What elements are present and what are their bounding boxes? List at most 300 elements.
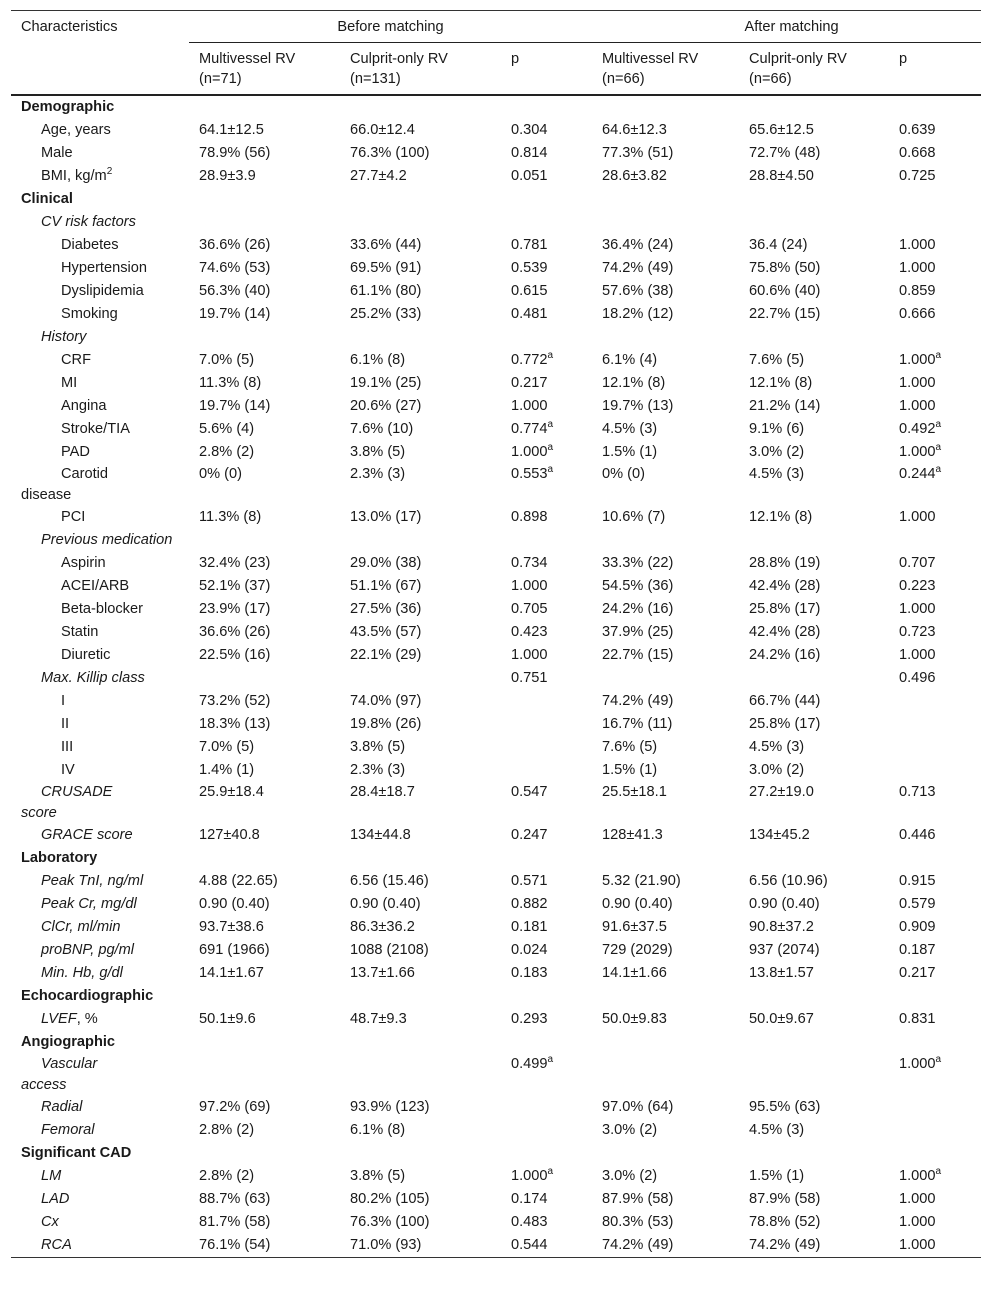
row-value: 0.174 [511,1191,548,1207]
row-value: 72.7% (48) [749,145,821,161]
row-value: 87.9% (58) [602,1191,674,1207]
row-value: 73.2% (52) [199,693,271,709]
row-value: 52.1% (37) [199,578,271,594]
section-row [11,847,981,870]
row-value: 71.0% (93) [350,1237,422,1253]
row-value: 10.6% (7) [602,509,666,525]
row-value: 42.4% (28) [749,578,821,594]
row-value [739,529,889,552]
row-value: 3.8% (5) [350,1168,406,1184]
row-value: 97.0% (64) [602,1099,674,1115]
row-value: 65.6±12.5 [749,122,814,138]
row-value: 1.000 [899,398,936,414]
section-row [11,95,981,119]
row-value: 2.3% (3) [350,762,406,778]
row-label: GRACE score [41,827,133,843]
row-value: 1.000$^a$ [511,442,554,460]
row-value: 0.247 [511,827,548,843]
row-value: 28.4±18.7 [350,784,415,800]
row-value [501,1119,592,1142]
row-value: 90.8±37.2 [749,919,814,935]
row-label: Vascular access [21,1056,98,1093]
row-value: 76.1% (54) [199,1237,271,1253]
row-value: 76.3% (100) [350,1214,430,1230]
row-value: 0.492$^a$ [899,419,942,437]
row-value: 3.8% (5) [350,444,406,460]
row-label: I [61,693,66,709]
row-label: Aspirin [61,555,106,571]
row-value: 0.705 [511,601,548,617]
table-row [11,667,981,690]
row-value: 22.1% (29) [350,647,422,663]
row-value: 1.000 [511,578,548,594]
row-value: 1.000 [511,398,548,414]
table-row [11,119,981,142]
row-value: 1.000 [899,1214,936,1230]
row-value [189,188,340,211]
row-value: 4.5% (3) [602,421,658,437]
header-col: Culprit-only RV (n=131) [340,43,501,96]
row-value: 0.217 [899,965,936,981]
row-value [889,188,981,211]
row-value: 27.5% (36) [350,601,422,617]
row-value: 1.000 [899,1191,936,1207]
table-row [11,464,981,506]
row-value: 134±45.2 [749,827,810,843]
row-value: 74.6% (53) [199,260,271,276]
row-value: 0.446 [899,827,936,843]
row-value [592,529,739,552]
row-label: Carotid disease [21,466,109,503]
row-value: 13.8±1.57 [749,965,814,981]
row-value: 6.1% (8) [350,352,406,368]
row-label: CV risk factors [41,214,136,230]
row-value [501,690,592,713]
row-value: 7.6% (5) [602,739,658,755]
table-row [11,870,981,893]
row-value: 0.571 [511,873,548,889]
row-value [189,1031,340,1054]
row-value: 66.7% (44) [749,693,821,709]
row-value [592,847,739,870]
row-value: 1.5% (1) [749,1168,805,1184]
row-label: Peak TnI, ng/ml [41,873,144,889]
row-value: 24.2% (16) [602,601,674,617]
row-value: 5.32 (21.90) [602,873,681,889]
row-value [889,690,981,713]
row-value: 729 (2029) [602,942,673,958]
row-value: 64.6±12.3 [602,122,667,138]
row-value: 14.1±1.67 [199,965,264,981]
row-value: 64.1±12.5 [199,122,264,138]
row-value [340,529,501,552]
row-value [189,1142,340,1165]
header-col: Multivessel RV (n=71) [189,43,340,96]
section-row [11,188,981,211]
row-value: 48.7±9.3 [350,1011,407,1027]
row-label: History [41,329,87,345]
row-value: 60.6% (40) [749,283,821,299]
row-value [189,326,340,349]
row-value: 12.1% (8) [749,375,813,391]
row-value [501,1096,592,1119]
row-value [340,1054,501,1096]
row-value: 25.9±18.4 [199,784,264,800]
row-label: LM [41,1168,62,1184]
row-label: II [61,716,70,732]
row-value [889,326,981,349]
table-body [11,95,981,1258]
table-row [11,824,981,847]
row-value: 86.3±36.2 [350,919,415,935]
row-value: 12.1% (8) [749,509,813,525]
header-col: p [501,43,592,96]
row-value: 80.3% (53) [602,1214,674,1230]
row-value: 1.000 [899,647,936,663]
row-value: 25.2% (33) [350,306,422,322]
header-after-matching: After matching [592,11,981,43]
row-value [592,326,739,349]
row-value: 51.1% (67) [350,578,422,594]
section-row [11,1142,981,1165]
row-value [340,188,501,211]
row-value: 24.2% (16) [749,647,821,663]
table-row [11,690,981,713]
row-value: 0.831 [899,1011,936,1027]
table-row [11,280,981,303]
row-label: IV [61,762,75,778]
table-row [11,418,981,441]
row-label: ClCr, ml/min [41,919,121,935]
row-label: PAD [61,444,90,460]
row-value: 1.000 [899,375,936,391]
row-value [501,1142,592,1165]
row-value [739,985,889,1008]
table-row [11,575,981,598]
row-value: 0.90 (0.40) [350,896,421,912]
row-label: Angina [61,398,107,414]
row-value: 6.1% (4) [602,352,658,368]
table-row [11,782,981,824]
row-value [739,1031,889,1054]
row-value [739,847,889,870]
row-value: 0.181 [511,919,548,935]
row-value: 0.499$^a$ [511,1054,554,1072]
row-value: 66.0±12.4 [350,122,415,138]
row-value [592,95,739,119]
row-value [501,188,592,211]
row-value: 0.772$^a$ [511,350,554,368]
table-row [11,303,981,326]
row-value: 78.9% (56) [199,145,271,161]
table-row [11,736,981,759]
table-row [11,142,981,165]
row-value: 97.2% (69) [199,1099,271,1115]
row-value: 1.000 [899,601,936,617]
row-value [340,985,501,1008]
row-label: Radial [41,1099,83,1115]
row-value [189,1054,340,1096]
row-value: 1.5% (1) [602,762,658,778]
row-label: Previous medication [41,532,173,548]
row-value: 0.539 [511,260,548,276]
row-label: MI [61,375,78,391]
row-value: 11.3% (8) [199,375,262,391]
row-value: 7.0% (5) [199,352,255,368]
row-value: 2.8% (2) [199,444,255,460]
row-value [340,1031,501,1054]
row-value: 1.000$^a$ [899,350,942,368]
row-value: 27.2±19.0 [749,784,814,800]
row-value [739,667,889,690]
row-value: 0.859 [899,283,936,299]
row-value [739,211,889,234]
row-value: 21.2% (14) [749,398,821,414]
row-value [889,847,981,870]
row-value [592,1142,739,1165]
row-value: 691 (1966) [199,942,270,958]
row-value: 1.000$^a$ [899,442,942,460]
row-value: 0.639 [899,122,936,138]
row-value: 29.0% (38) [350,555,422,571]
row-value: 19.1% (25) [350,375,422,391]
header-col: p [889,43,981,96]
row-value: 1.000 [899,509,936,525]
row-value: 2.8% (2) [199,1122,255,1138]
row-value [592,985,739,1008]
row-value: 36.4 (24) [749,237,808,253]
row-value [189,985,340,1008]
row-value: 0.547 [511,784,548,800]
row-value: 7.6% (10) [350,421,414,437]
row-value [889,211,981,234]
table-container [11,10,981,1258]
header-col: Multivessel RV (n=66) [592,43,739,96]
row-value: 3.0% (2) [602,1122,658,1138]
row-value: 0.579 [899,896,936,912]
row-value: 0.774$^a$ [511,419,554,437]
row-value [592,188,739,211]
row-label: Significant CAD [21,1145,132,1161]
table-row [11,326,981,349]
table-row [11,529,981,552]
row-value: 6.1% (8) [350,1122,406,1138]
row-value [501,326,592,349]
row-value [889,529,981,552]
row-value: 7.6% (5) [749,352,805,368]
row-value [189,667,340,690]
table-row [11,506,981,529]
row-value: 13.0% (17) [350,509,422,525]
row-value: 19.8% (26) [350,716,422,732]
table-row [11,552,981,575]
row-value: 1.000$^a$ [899,1166,942,1184]
row-value: 14.1±1.66 [602,965,667,981]
row-value: 0% (0) [602,466,645,482]
row-value [889,1119,981,1142]
row-value: 4.5% (3) [749,739,805,755]
row-value: 0.814 [511,145,548,161]
row-label: CRUSADE score [21,784,113,821]
row-label: CRF [61,352,91,368]
row-value: 0.481 [511,306,548,322]
row-value: 0.544 [511,1237,548,1253]
row-value: 23.9% (17) [199,601,271,617]
row-value: 1.4% (1) [199,762,255,778]
row-value: 74.2% (49) [602,693,674,709]
row-label: LVEF, % [41,1011,98,1027]
row-label: Beta-blocker [61,601,143,617]
row-value [889,736,981,759]
row-value: 0.223 [899,578,936,594]
row-value: 937 (2074) [749,942,820,958]
row-label: LAD [41,1191,70,1207]
row-value: 0.707 [899,555,936,571]
row-value: 22.7% (15) [602,647,674,663]
table-row [11,1234,981,1258]
row-value: 4.88 (22.65) [199,873,278,889]
row-value: 0.915 [899,873,936,889]
row-value [889,1031,981,1054]
row-value: 0.898 [511,509,548,525]
row-value: 3.0% (2) [602,1168,658,1184]
row-value: 0.423 [511,624,548,640]
row-value: 0.183 [511,965,548,981]
row-value: 1.5% (1) [602,444,658,460]
row-value: 18.3% (13) [199,716,271,732]
row-label: Statin [61,624,99,640]
row-value: 74.2% (49) [749,1237,821,1253]
table-row [11,759,981,782]
row-value [592,1054,739,1096]
row-value: 50.0±9.67 [749,1011,814,1027]
row-value: 43.5% (57) [350,624,422,640]
row-value [739,326,889,349]
table-row [11,257,981,280]
row-value: 33.6% (44) [350,237,422,253]
row-value [501,95,592,119]
characteristics-table [11,10,981,1258]
row-label: Demographic [21,99,115,115]
table-row [11,1188,981,1211]
row-value: 28.9±3.9 [199,168,256,184]
row-value: 42.4% (28) [749,624,821,640]
row-label: III [61,739,74,755]
row-label: Femoral [41,1122,95,1138]
row-value [189,529,340,552]
row-value: 0.734 [511,555,548,571]
row-value: 19.7% (13) [602,398,674,414]
row-label: Dyslipidemia [61,283,144,299]
row-value: 27.7±4.2 [350,168,407,184]
row-value: 78.8% (52) [749,1214,821,1230]
row-value: 0.723 [899,624,936,640]
row-value: 19.7% (14) [199,398,271,414]
row-value [739,188,889,211]
row-value: 87.9% (58) [749,1191,821,1207]
row-value: 74.2% (49) [602,1237,674,1253]
row-value: 80.2% (105) [350,1191,430,1207]
row-label: Diuretic [61,647,111,663]
table-row [11,165,981,188]
row-value: 25.5±18.1 [602,784,667,800]
row-value: 36.4% (24) [602,237,674,253]
row-value: 6.56 (15.46) [350,873,429,889]
row-label: Stroke/TIA [61,421,130,437]
row-value: 0.90 (0.40) [602,896,673,912]
row-value [340,211,501,234]
row-value: 20.6% (27) [350,398,422,414]
row-value: 19.7% (14) [199,306,271,322]
row-label: Cx [41,1214,59,1230]
row-value: 2.3% (3) [350,466,406,482]
row-label: proBNP, pg/ml [41,942,135,958]
table-row [11,644,981,667]
row-value: 28.6±3.82 [602,168,667,184]
row-value [739,1054,889,1096]
row-value: 0.90 (0.40) [749,896,820,912]
row-value: 11.3% (8) [199,509,262,525]
table-row [11,1096,981,1119]
row-value [501,736,592,759]
row-label: Laboratory [21,850,98,866]
row-label: Max. Killip class [41,670,145,686]
row-value: 2.8% (2) [199,1168,255,1184]
row-value: 1.000 [899,1237,936,1253]
row-value: 0.725 [899,168,936,184]
row-label: PCI [61,509,86,525]
row-value [340,847,501,870]
row-label: Angiographic [21,1034,116,1050]
row-value [501,713,592,736]
row-label: Clinical [21,191,73,207]
row-value: 0.293 [511,1011,548,1027]
table-row [11,939,981,962]
row-value: 0.304 [511,122,548,138]
table-row [11,395,981,418]
row-label: Smoking [61,306,118,322]
row-value: 75.8% (50) [749,260,821,276]
row-value: 25.8% (17) [749,716,821,732]
row-value: 127±40.8 [199,827,260,843]
row-value: 0.553$^a$ [511,464,554,482]
row-value: 0.781 [511,237,548,253]
row-value: 0.187 [899,942,936,958]
table-row [11,916,981,939]
row-value: 36.6% (26) [199,624,271,640]
row-label: Male [41,145,73,161]
row-value: 95.5% (63) [749,1099,821,1115]
row-value: 28.8% (19) [749,555,821,571]
row-value: 5.6% (4) [199,421,255,437]
header-characteristics: Characteristics [11,11,189,96]
row-value: 0.615 [511,283,548,299]
row-value: 1.000 [899,237,936,253]
row-value [501,847,592,870]
row-value: 74.2% (49) [602,260,674,276]
row-value: 0.217 [511,375,548,391]
row-value [592,211,739,234]
row-value: 0.496 [899,670,936,686]
row-value [189,211,340,234]
table-row [11,893,981,916]
row-value: 16.7% (11) [602,716,673,732]
table-row [11,621,981,644]
row-value [889,1142,981,1165]
row-value: 25.8% (17) [749,601,821,617]
row-value: 4.5% (3) [749,1122,805,1138]
table-row [11,962,981,985]
